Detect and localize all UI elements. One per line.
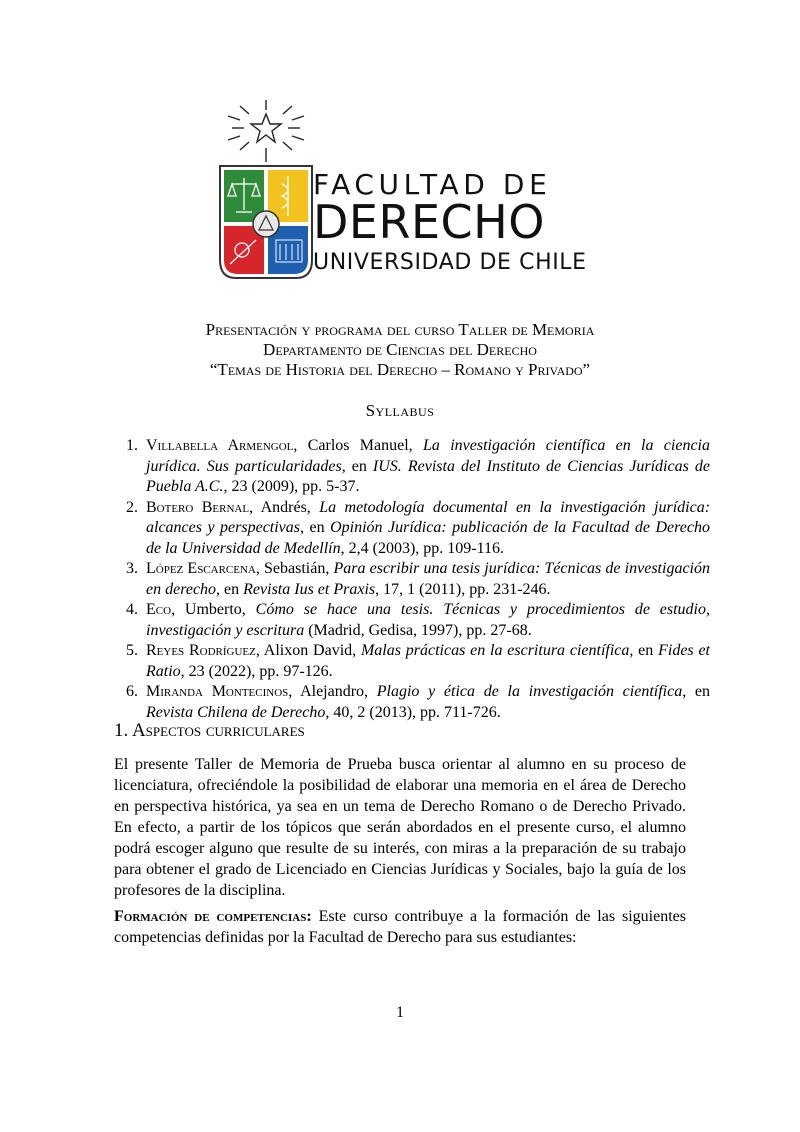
reference-item: 3. López Escarcena, Sebastián, Para escribir una tesis jurídica: Técnicas de investigación en derecho, en Revista Ius et Praxis, 17, 1 (2011), pp. 231-246. xyxy=(142,559,710,600)
reference-item: 1. Villabella Armengol, Carlos Manuel, La investigación científica en la ciencia jurídica. Sus particularidades, en IUS. Revista del Instituto de Ciencias Jurídicas de Puebla A.C., 23 (2009), pp. 5-37. xyxy=(142,436,710,498)
reference-item: 5. Reyes Rodríguez, Alixon David, Malas prácticas en la escritura científica, en Fides et Ratio, 23 (2022), pp. 97-126. xyxy=(142,641,710,682)
competencias-text: Este curso contribuye a la formación de las siguientes competencias definidas por la Facultad de Derecho para sus estudiantes: xyxy=(114,908,686,946)
logo-derecho-text: DERECHO xyxy=(313,195,545,249)
body-paragraph: El presente Taller de Memoria de Prueba busca orientar al alumno en su proceso de licenciatura, ofreciéndole la posibilidad de elaborar una memoria en el área de Derecho en perspectiva histórica, ya sea en un tema de Derecho Romano o de Derecho Privado. En efecto, a partir de los tópicos que serán abordados en el presente curso, el alumno podrá escoger alguno que resulte de su interés, con miras a la preparación de su trabajo para obtener el grado de Licenciado en Ciencias Jurídicas y Sociales, bajo la guía de los profesores de la disciplina. xyxy=(114,756,686,899)
reference-item: 6. Miranda Montecinos, Alejandro, Plagio y ética de la investigación científica, en Revista Chilena de Derecho, 40, 2 (2013), pp. 711-726. xyxy=(142,682,710,723)
competencias-label: Formación de competencias: xyxy=(114,908,312,925)
syllabus-heading: Syllabus xyxy=(365,401,435,420)
section-heading: 1. Aspectos curriculares xyxy=(114,720,305,741)
reference-item: 4. Eco, Umberto, Cómo se hace una tesis. Técnicas y procedimientos de estudio, investigación y escritura (Madrid, Gedisa, 1997), pp. 27-68. xyxy=(142,600,710,641)
page-number: 1 xyxy=(396,1004,404,1021)
document-title-line-3: “Temas de Historia del Derecho – Romano y Privado” xyxy=(209,360,591,379)
star-rays-icon xyxy=(228,100,304,162)
logo-faculty-text: FACULTAD DE xyxy=(313,168,552,201)
reference-list xyxy=(118,436,710,723)
reference-item: 2. Botero Bernal, Andrés, La metodología documental en la investigación jurídica: alcances y perspectivas, en Opinión Jurídica: publicación de la Facultad de Derecho de la Universidad de Medellín, 2,4 (2003), pp. 109-116. xyxy=(142,498,710,560)
competencias-paragraph xyxy=(114,906,686,948)
logo-university-text: UNIVERSIDAD DE CHILE xyxy=(313,250,587,275)
document-title-line-2: Departamento de Ciencias del Derecho xyxy=(263,340,537,359)
document-title-line-1: Presentación y programa del curso Taller de Memoria xyxy=(205,320,595,339)
